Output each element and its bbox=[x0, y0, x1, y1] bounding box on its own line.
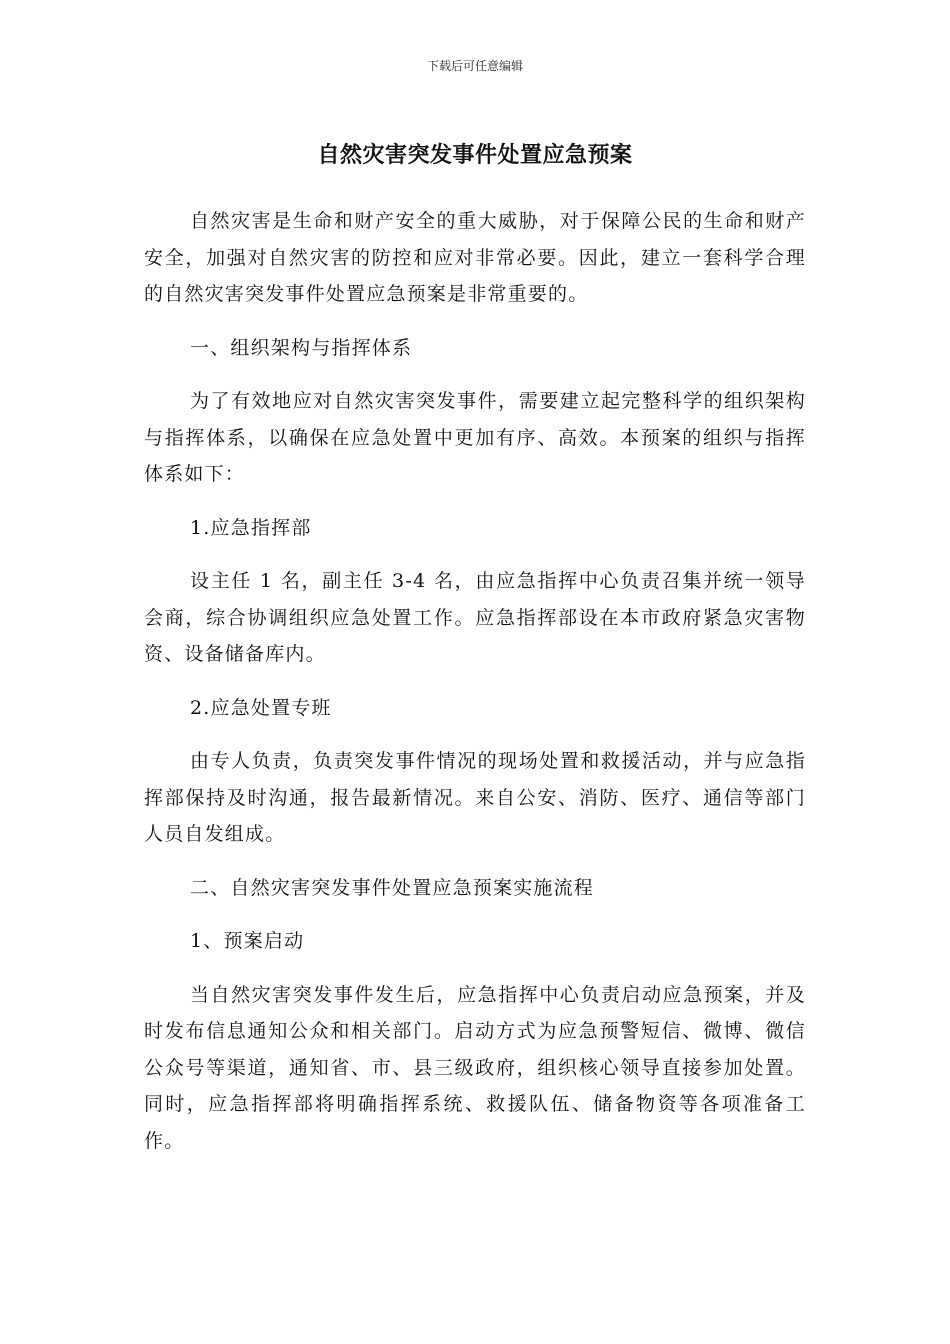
subheading-plan-activation: 1、预案启动 bbox=[190, 930, 305, 952]
document-title: 自然灾害突发事件处置应急预案 bbox=[317, 143, 633, 168]
paragraph-task-force: 由专人负责，负责突发事件情况的现场处置和救援活动，并与应急指挥部保持及时沟通，报告最新情况。来自公安、消防、医疗、通信等部门人员自发组成。 bbox=[144, 750, 806, 845]
section-heading-organization: 一、组织架构与指挥体系 bbox=[190, 336, 413, 359]
subheading-command-center: 1.应急指挥部 bbox=[190, 516, 312, 539]
paragraph-intro: 自然灾害是生命和财产安全的重大威胁，对于保障公民的生命和财产安全，加强对自然灾害的防控和应对非常必要。因此，建立一套科学合理的自然灾害突发事件处置应急预案是非常重要的。 bbox=[144, 210, 806, 305]
paragraph-organization: 为了有效地应对自然灾害突发事件，需要建立起完整科学的组织架构与指挥体系，以确保在应急处置中更加有序、高效。本预案的组织与指挥体系如下： bbox=[144, 390, 806, 485]
paragraph-command-center: 设主任 1 名，副主任 3-4 名，由应急指挥中心负责召集并统一领导会商，综合协调组织应急处置工作。应急指挥部设在本市政府紧急灾害物资、设备储备库内。 bbox=[144, 570, 806, 665]
paragraph-plan-activation: 当自然灾害突发事件发生后，应急指挥中心负责启动应急预案，并及时发布信息通知公众和相关部门。启动方式为应急预警短信、微博、微信公众号等渠道，通知省、市、县三级政府，组织核心领导直接参加处置。同时，应急指挥部将明确指挥系统、救援队伍、储备物资等各项准备工作。 bbox=[144, 983, 806, 1152]
document-body bbox=[144, 203, 806, 1176]
header-note: 下载后可任意编辑 bbox=[426, 59, 523, 73]
section-heading-process: 二、自然灾害突发事件处置应急预案实施流程 bbox=[190, 876, 595, 899]
subheading-task-force: 2.应急处置专班 bbox=[190, 696, 332, 719]
